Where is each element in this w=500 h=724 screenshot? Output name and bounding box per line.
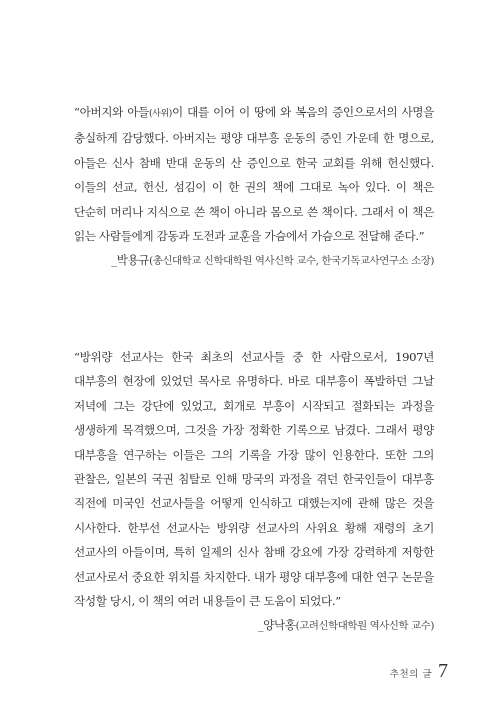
quote-2-author: _양낙홍 (257, 618, 296, 633)
quote-1-author: _박용규 (111, 253, 150, 268)
quote-2-attribution (74, 615, 434, 636)
quote-1-author-detail: (총신대학교 신학대학원 역사신학 교수, 한국기독교사연구소 소장) (149, 255, 434, 268)
recommendation-quote-2 (74, 345, 434, 636)
quote-1-text-before: “아버지와 아들 (74, 105, 149, 119)
quote-2-text: “방위량 선교사는 한국 최초의 선교사들 중 한 사람으로서, 1907년 대부흥의 현장에 있었던 목사로 유명하다. 바로 대부흥이 폭발하던 그날 저녁에 그는 강단에 있었고, 회개로 부흥이 시작되고 절화되는 과정을 생생하게 목격했으며, 그것을 가장 정확한 기록으로 남겼다. 그래서 평양 대부흥을 연구하는 이들은 그의 기록을 가장 많이 인용한다. 또한 그의 관찰은, 일본의 국권 침탈로 인해 망국의 과정을 겪던 한국인들이 대부흥 직전에 미국인 선교사들을 어떻게 인식하고 대했는지에 관해 많은 것을 시사한다. 한부선 선교사는 방위량 선교사의 사위요 황해 재령의 초기 선교사의 아들이며, 특히 일제의 신사 참배 강요에 가장 강력하게 저항한 선교사로서 중요한 위치를 차지한다. 내가 평양 대부흥에 대한 연구 논문을 작성할 당시, 이 책의 여러 내용들이 큰 도움이 되었다.” (74, 350, 434, 609)
quote-1-text-after: 이 대를 이어 이 땅에 와 복음의 증인으로서의 사명을 충실하게 감당했다. 아버지는 평양 대부흥 운동의 증인 가운데 한 명으로, 아들은 신사 참배 반대 운동의 산 증인으로 한국 교회를 위해 헌신했다. 이들의 선교, 헌신, 섬김이 이 한 권의 책에 그대로 녹아 있다. 이 책은 단순히 머리나 지식으로 쓴 책이 아니라 몸으로 쓴 책이다. 그래서 이 책은 읽는 사람들에게 감동과 도전과 교훈을 가슴에서 가슴으로 전달해 준다.” (74, 105, 434, 244)
section-label: 추천의 글 (389, 669, 432, 680)
page-folio (390, 660, 448, 683)
quote-1-text-small: (사위) (148, 109, 172, 119)
page-number: 7 (438, 660, 448, 682)
recommendation-quote-1 (74, 100, 434, 271)
quote-1-text (74, 100, 434, 248)
quote-2-author-detail: (고려신학대학원 역사신학 교수) (295, 620, 434, 633)
quote-1-attribution (74, 250, 434, 271)
